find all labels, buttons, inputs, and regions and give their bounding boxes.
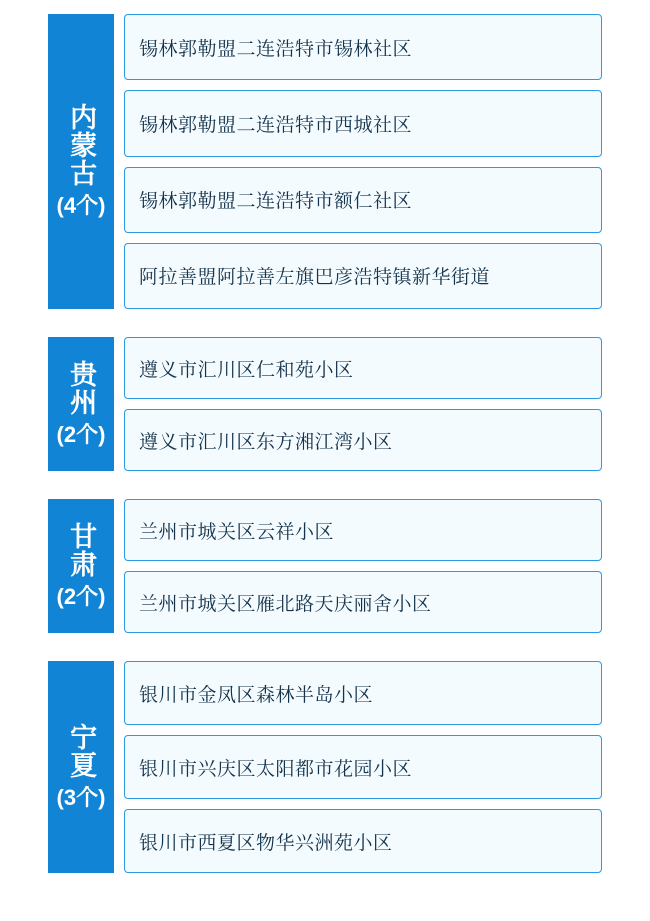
area-list <box>124 661 602 873</box>
list-item: 锡林郭勒盟二连浩特市锡林社区 <box>124 14 602 80</box>
list-item: 遵义市汇川区仁和苑小区 <box>124 337 602 399</box>
province-label-guizhou <box>48 337 114 471</box>
province-count: (4个) <box>56 193 106 219</box>
list-item: 兰州市城关区云祥小区 <box>124 499 602 561</box>
province-group-inner-mongolia <box>48 14 602 309</box>
province-name: 贵州 <box>66 359 97 416</box>
list-item: 阿拉善盟阿拉善左旗巴彦浩特镇新华街道 <box>124 243 602 309</box>
province-group-gansu <box>48 499 602 633</box>
province-label-ningxia <box>48 661 114 873</box>
province-group-guizhou <box>48 337 602 471</box>
province-name: 宁夏 <box>66 722 97 779</box>
list-item: 锡林郭勒盟二连浩特市西城社区 <box>124 90 602 156</box>
list-item: 银川市金凤区森林半岛小区 <box>124 661 602 725</box>
province-label-gansu <box>48 499 114 633</box>
list-item: 银川市兴庆区太阳都市花园小区 <box>124 735 602 799</box>
province-group-ningxia <box>48 661 602 873</box>
area-list <box>124 337 602 471</box>
province-count: (2个) <box>56 421 106 447</box>
list-item: 遵义市汇川区东方湘江湾小区 <box>124 409 602 471</box>
province-name: 内蒙古 <box>66 103 97 188</box>
list-item: 银川市西夏区物华兴洲苑小区 <box>124 809 602 873</box>
area-list <box>124 499 602 633</box>
list-item: 兰州市城关区雁北路天庆丽舍小区 <box>124 571 602 633</box>
province-name: 甘肃 <box>66 521 97 578</box>
area-list <box>124 14 602 309</box>
province-count: (3个) <box>56 784 106 810</box>
province-count: (2个) <box>56 583 106 609</box>
list-item: 锡林郭勒盟二连浩特市额仁社区 <box>124 167 602 233</box>
province-label-inner-mongolia <box>48 14 114 309</box>
